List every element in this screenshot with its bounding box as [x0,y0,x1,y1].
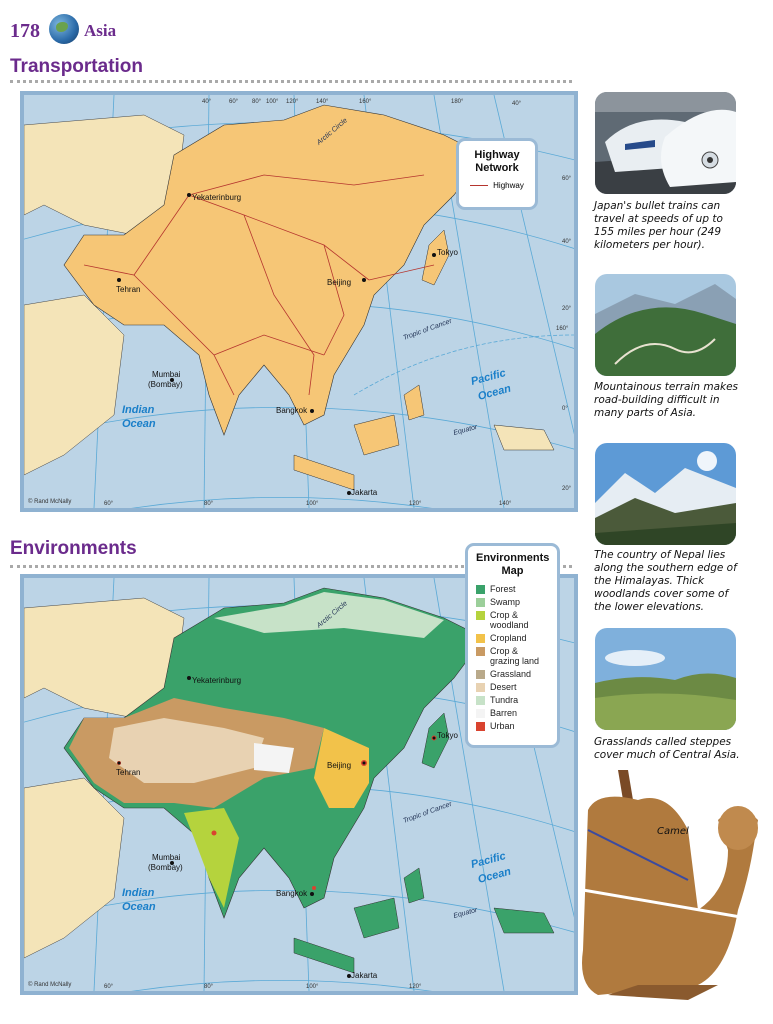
legend-item [476,721,549,731]
city-jakarta: Jakarta [351,488,378,497]
chapter-title: Asia [84,21,117,40]
legend-swatch [476,683,485,692]
label-indian-ocean-1: Indian [122,404,155,416]
tick-right-5: 20° [562,486,572,492]
tick-right-0: 60° [562,176,572,182]
legend-item [476,682,549,692]
label-pacific-ocean-1: Pacific [469,367,508,388]
tick-bottom-3: 120° [409,501,422,507]
legend-item [476,584,549,594]
city-bangkok: Bangkok [276,406,308,415]
environments-legend [465,543,560,748]
label-pacific-ocean-2: Ocean [476,382,513,403]
tick-top-7: 180° [451,99,464,105]
section-divider [10,80,572,83]
city-tehran: Tehran [116,285,141,294]
env-label-pacific-ocean-1: Pacific [469,850,508,871]
legend-swatch [476,709,485,718]
legend-label: Crop & grazing land [490,646,540,666]
legend-item [476,669,549,679]
env-label-indian-ocean-1: Indian [122,887,155,899]
legend-label: Cropland [490,633,527,643]
legend-swatch [476,647,485,656]
legend-label: Desert [490,682,517,692]
section-title-transportation: Transportation [10,56,144,77]
tick-top-4: 120° [286,99,299,105]
legend-swatch [476,696,485,705]
env-city-bangkok: Bangkok [276,889,308,898]
env-label-pacific-ocean-2: Ocean [476,865,513,886]
city-tokyo: Tokyo [437,248,458,257]
env-tick-bottom-1: 80° [204,984,214,990]
legend-item [476,610,549,630]
legend-swatch [476,611,485,620]
env-map-credit: © Rand McNally [28,982,72,988]
legend-item [476,695,549,705]
tick-right-2: 20° [562,306,572,312]
highway-legend [456,138,538,210]
env-city-mumbai-alt: (Bombay) [148,863,183,872]
legend-item [476,646,549,666]
camel-illustration [578,770,768,1006]
camel-label: Camel [657,826,689,837]
legend-label: Crop & woodland [490,610,529,630]
label-indian-ocean-2: Ocean [122,418,156,430]
tick-right-1: 40° [562,239,572,245]
tick-bottom-2: 100° [306,501,319,507]
tick-bottom-0: 60° [104,501,114,507]
tick-top-0: 40° [202,99,212,105]
tick-top-2: 80° [252,99,262,105]
tick-right-4: 0° [562,406,568,412]
label-tropic-of-cancer: Tropic of Cancer [402,317,453,342]
photo-steppe [595,628,736,730]
legend-swatch [476,722,485,731]
highway-legend-label: Highway [493,181,524,190]
tick-bottom-1: 80° [204,501,214,507]
env-city-tehran: Tehran [116,768,141,777]
city-mumbai-alt: (Bombay) [148,380,183,389]
environments-legend-rows [476,584,549,731]
tick-top-1: 60° [229,99,239,105]
highway-legend-row [459,181,535,190]
env-label-equator: Equator [452,906,479,920]
env-label-arctic-circle: Arctic Circle [315,600,349,630]
city-yekaterinburg: Yekaterinburg [192,193,242,202]
legend-label: Forest [490,584,516,594]
tick-bottom-4: 140° [499,501,512,507]
legend-swatch [476,585,485,594]
tick-top-3: 100° [266,99,279,105]
environments-legend-title: Environments Map [476,552,550,577]
photo-bullet-train [595,92,736,194]
photo-mountain-road [595,274,736,376]
map-credit: © Rand McNally [28,499,72,505]
legend-item [476,633,549,643]
env-city-beijing: Beijing [327,761,352,770]
caption-nepal: The country of Nepal lies along the southern edge of the Himalayas. Thick woodlands cover some of the lower elevations. [594,549,737,613]
tick-top-5: 140° [316,99,329,105]
tick-top-6: 160° [359,99,372,105]
env-tick-bottom-0: 60° [104,984,114,990]
legend-label: Swamp [490,597,521,607]
legend-item [476,597,549,607]
legend-label: Tundra [490,695,519,705]
legend-swatch [476,634,485,643]
legend-swatch [476,598,485,607]
highway-swatch [470,185,488,186]
section-title-environments: Environments [10,538,137,559]
label-arctic-circle: Arctic Circle [315,117,349,147]
photo-nepal [595,443,736,545]
caption-bullet-train: Japan's bullet trains can travel at speeds of up to 155 miles per hour (249 kilometers per hour). [594,200,723,251]
legend-label: Barren [490,708,518,718]
highway-legend-title: Highway Network [474,149,520,174]
env-tick-bottom-2: 100° [306,984,319,990]
tick-top-8: 40° [512,101,522,107]
caption-mountain-road: Mountainous terrain makes road-building difficult in many parts of Asia. [594,381,739,419]
env-label-indian-ocean-2: Ocean [122,901,156,913]
tick-right-3: 160° [556,326,569,332]
page-number: 178 [10,20,40,42]
env-city-tokyo: Tokyo [437,731,458,740]
env-city-jakarta: Jakarta [351,971,378,980]
env-label-tropic-of-cancer: Tropic of Cancer [402,800,453,825]
legend-label: Grassland [490,669,532,679]
env-city-yekaterinburg: Yekaterinburg [192,676,242,685]
city-mumbai: Mumbai [152,370,181,379]
legend-item [476,708,549,718]
env-city-mumbai: Mumbai [152,853,181,862]
caption-steppe: Grasslands called steppes cover much of Central Asia. [594,736,740,761]
legend-label: Urban [490,721,515,731]
legend-swatch [476,670,485,679]
city-beijing: Beijing [327,278,352,287]
label-equator: Equator [452,423,479,437]
env-tick-bottom-3: 120° [409,984,422,990]
